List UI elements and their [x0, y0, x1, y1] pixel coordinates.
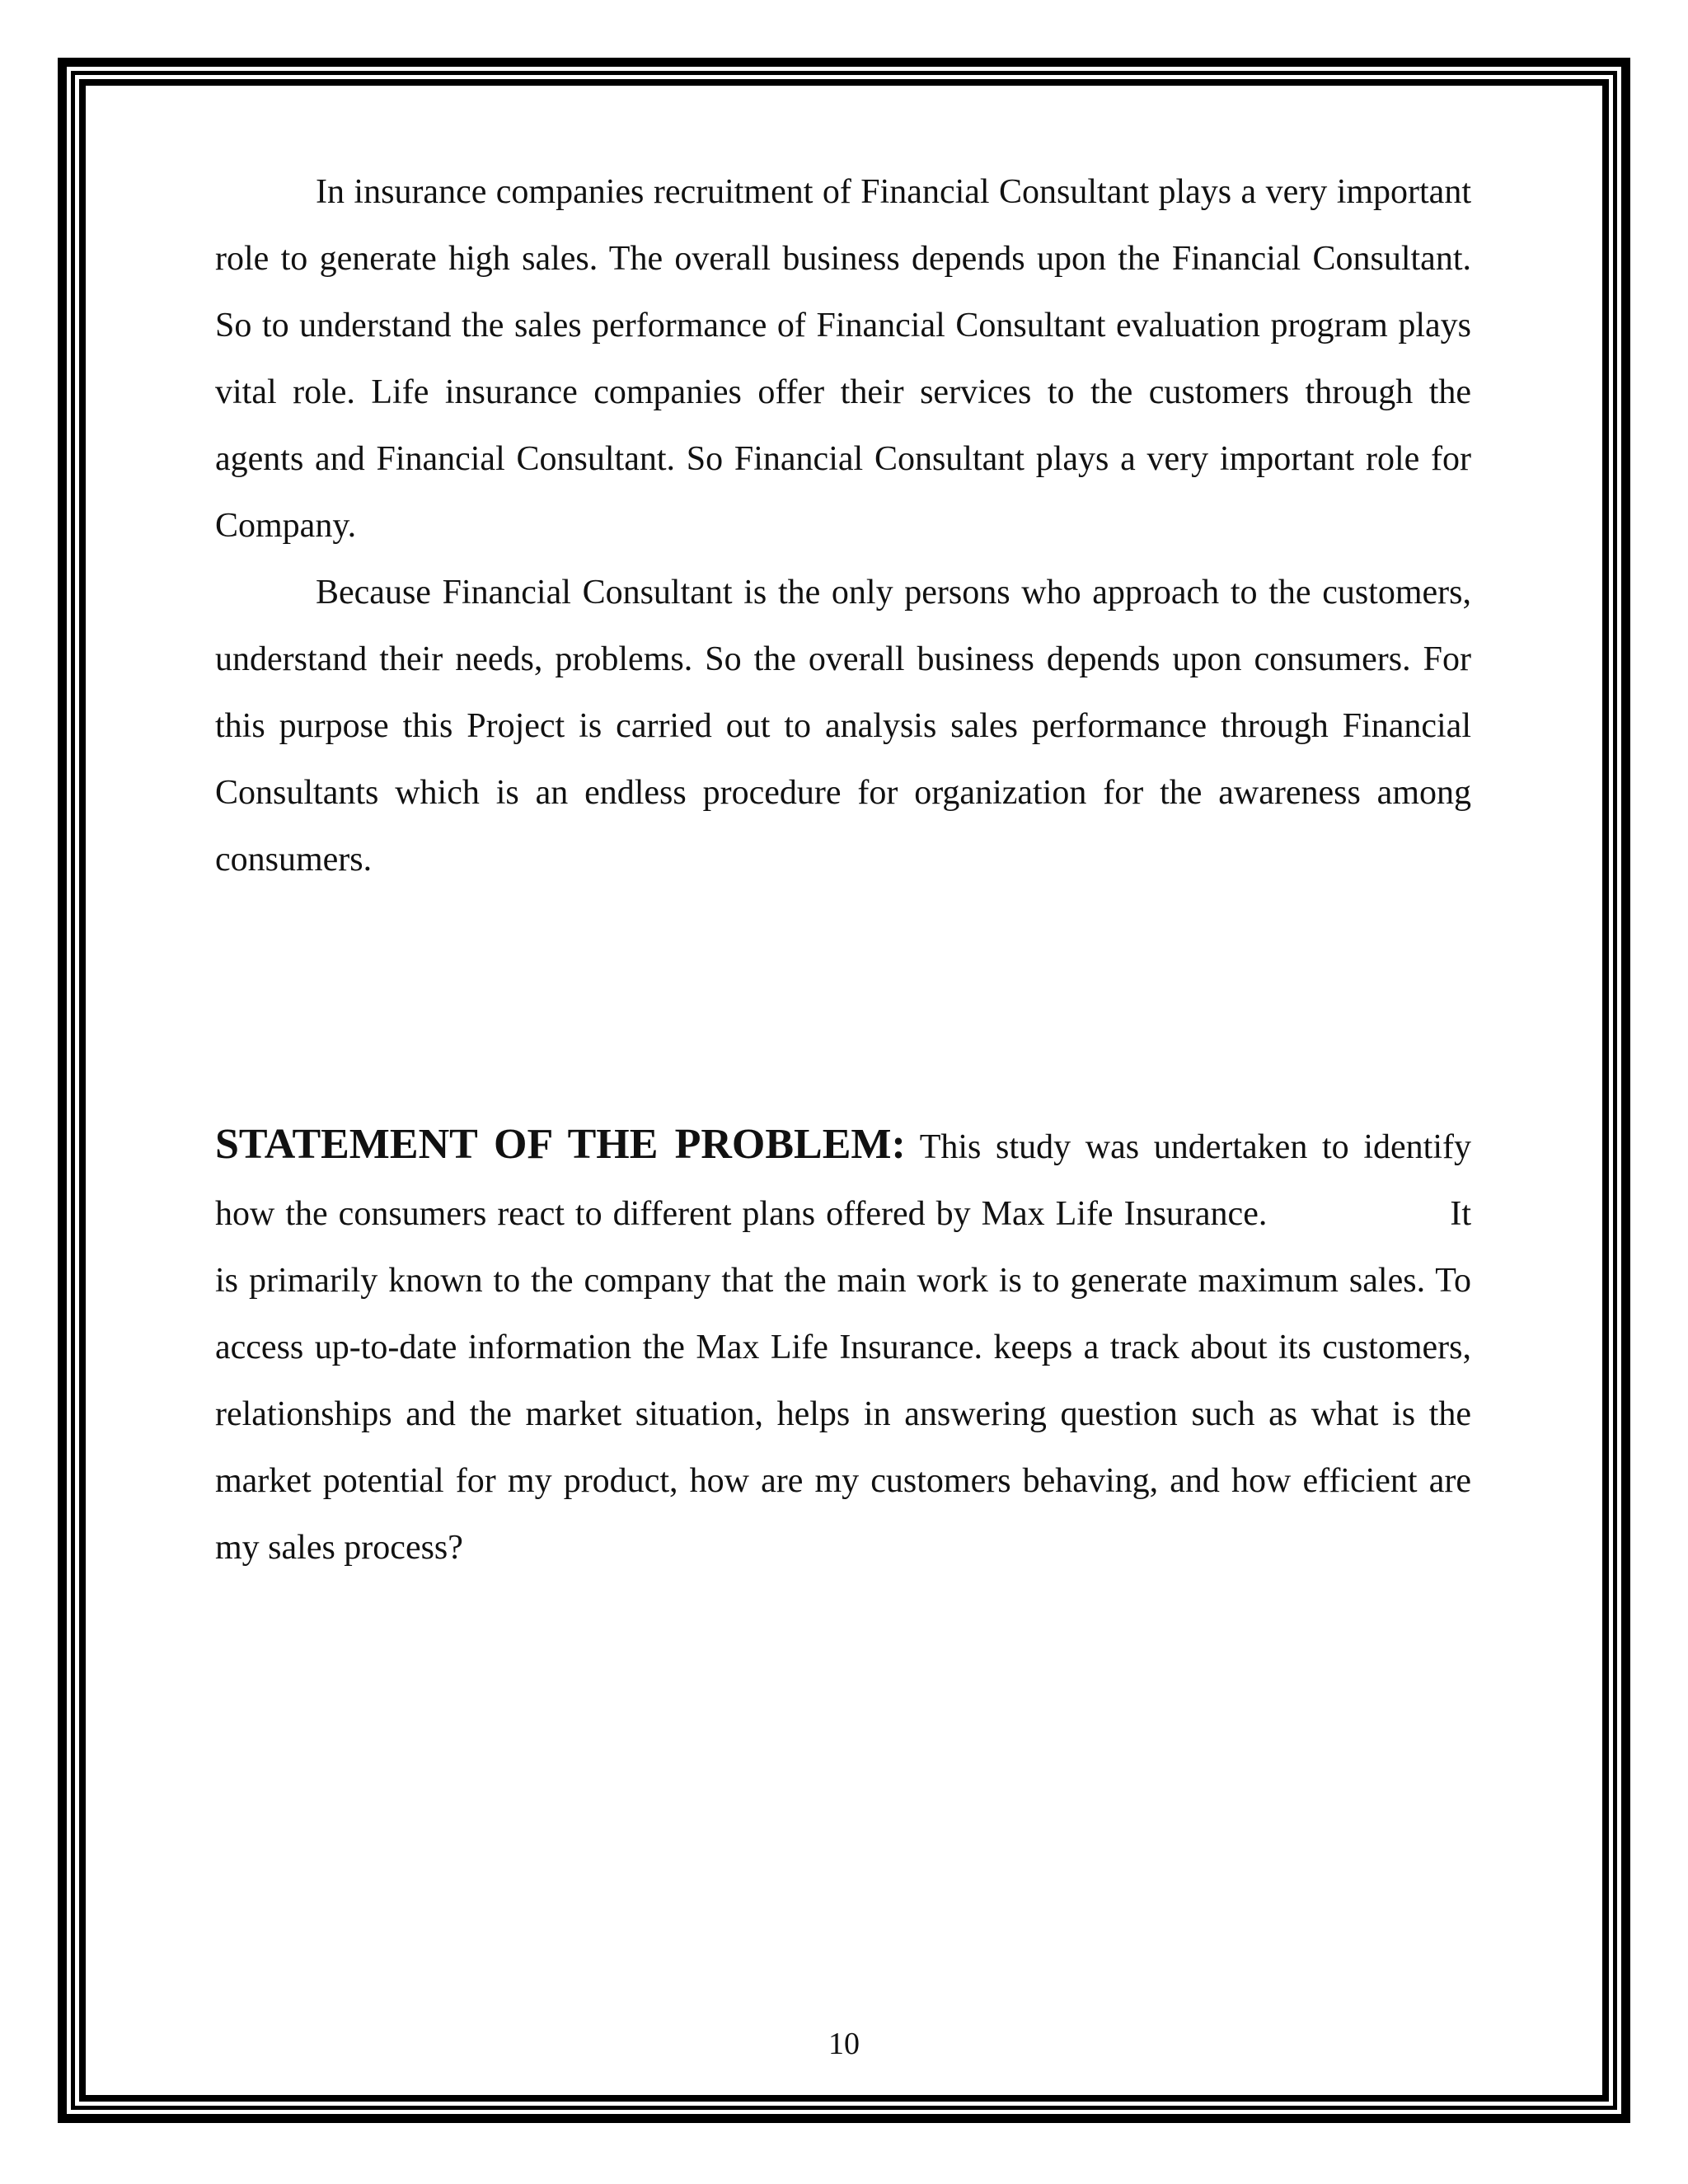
- statement-heading: STATEMENT OF THE PROBLEM:: [215, 1121, 906, 1168]
- paragraph-1: In insurance companies recruitment of Financial Consultant plays a very important role to generate high sales. The overall business depends upon the Financial Consultant. So to understand the sales performance of Financial Consultant evaluation program plays vital role. Life insurance companies offer their services to the customers through the agents and Financial Consultant. So Financial Consultant plays a very important role for Company.: [215, 173, 1471, 545]
- body-text: [215, 159, 1471, 893]
- statement-text-part2: It is primarily known to the company that the main work is to generate maximum sales. To access up-to-date information the Max Life Insurance. keeps a track about its customers, relationships and the market situation, helps in answering question such as what is the market potential for my product, how are my customers behaving, and how efficient are my sales process?: [215, 1195, 1471, 1567]
- statement-section: [215, 1111, 1471, 1582]
- statement-paragraph: [215, 1111, 1471, 1582]
- statement-text-part1: This study was undertaken to identify how the consumers react to different plans offered by Max Life Insurance.: [215, 1128, 1471, 1233]
- paragraph-2: Because Financial Consultant is the only persons who approach to the customers, understand their needs, problems. So the overall business depends upon consumers. For this purpose this Project is carried out to analysis sales performance through Financial Consultants which is an endless procedure for organization for the awareness among consumers.: [215, 574, 1471, 879]
- page-number: 10: [828, 2027, 860, 2061]
